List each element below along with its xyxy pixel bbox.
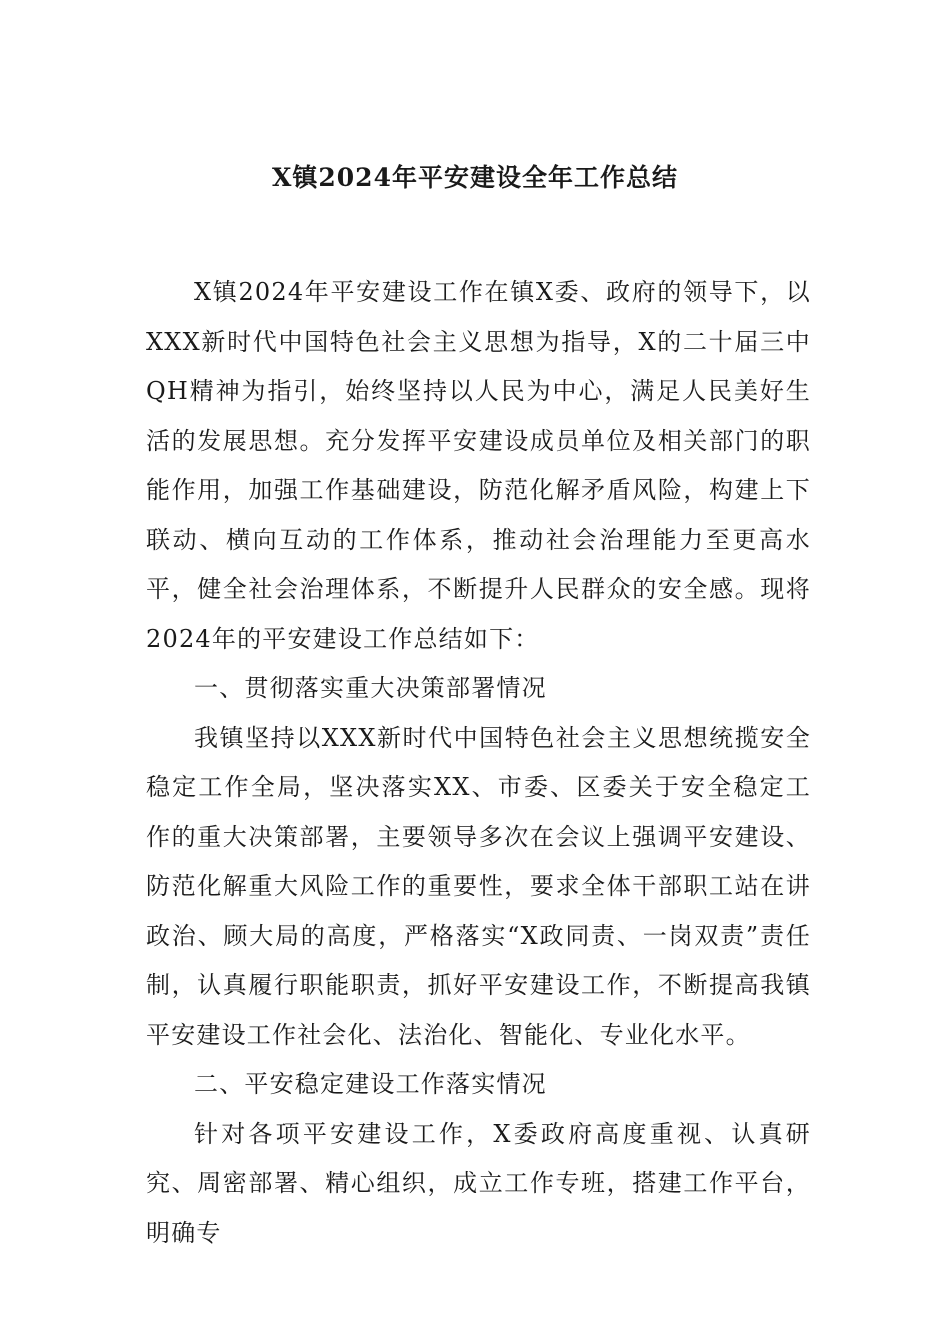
document-body [146, 268, 811, 1258]
section-1-heading: 一、贯彻落实重大决策部署情况 [194, 674, 547, 702]
section-2-paragraph: 针对各项平安建设工作，X委政府高度重视、认真研究、周密部署、精心组织，成立工作专班，搭建工作平台，明确专 [146, 1119, 811, 1247]
intro-paragraph: X镇2024年平安建设工作在镇X委、政府的领导下，以XXX新时代中国特色社会主义思想为指导，X的二十届三中QH精神为指引，始终坚持以人民为中心，满足人民美好生活的发展思想。充分发挥平安建设成员单位及相关部门的职能作用，加强工作基础建设，防范化解矛盾风险，构建上下联动、横向互动的工作体系，推动社会治理能力至更高水平，健全社会治理体系，不断提升人民群众的安全感。现将2024年的平安建设工作总结如下： [146, 278, 811, 653]
section-1-paragraph: 我镇坚持以XXX新时代中国特色社会主义思想统揽安全稳定工作全局，坚决落实XX、市委、区委关于安全稳定工作的重大决策部署，主要领导多次在会议上强调平安建设、防范化解重大风险工作的重要性，要求全体干部职工站在讲政治、顾大局的高度，严格落实“X政同责、一岗双责”责任制，认真履行职能职责，抓好平安建设工作，不断提高我镇平安建设工作社会化、法治化、智能化、专业化水平。 [146, 723, 811, 1049]
section-2-heading: 二、平安稳定建设工作落实情况 [194, 1070, 547, 1098]
document-title: X镇2024年平安建设全年工作总结 [272, 163, 678, 192]
